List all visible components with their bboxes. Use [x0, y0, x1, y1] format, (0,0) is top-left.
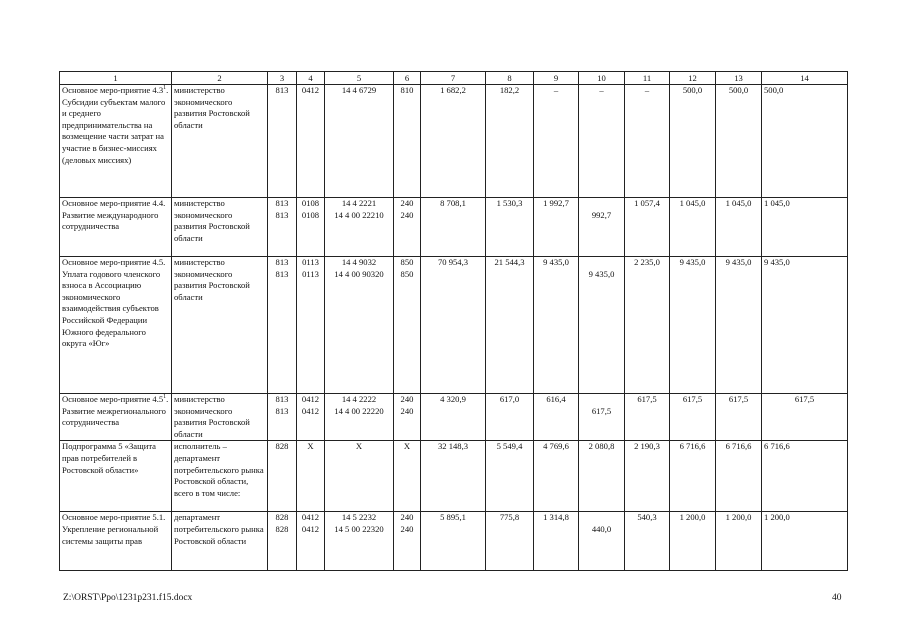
- grbs-value: 813: [275, 394, 289, 404]
- csr-value: 14 4 2221: [341, 198, 377, 208]
- measure-name: Основное меро-приятие 4.5: [62, 394, 164, 404]
- executor-cell: исполнитель – департамент потребительского рынка Ростовской области, всего в том числе:: [172, 441, 268, 512]
- year-cell: 5 549,4: [486, 441, 534, 512]
- executor-cell: министерство экономического развития Ростовской области: [172, 85, 268, 198]
- table-row: [60, 394, 848, 441]
- rzpr-value: Х: [307, 441, 314, 452]
- rzpr-cell: [297, 198, 325, 257]
- vr-cell: [394, 257, 421, 394]
- year-cell: [579, 198, 625, 257]
- year-cell: 9 435,0: [762, 257, 848, 394]
- table-header-row: [60, 72, 848, 85]
- grbs-cell: [268, 394, 297, 441]
- measure-name-cell: [60, 198, 172, 257]
- measure-name-cell: [60, 257, 172, 394]
- measure-name-rest: . Субсидии субъектам малого и среднего предпринимательства на возмещение части затрат на участие в бизнес-миссиях (деловых миссиях): [62, 85, 169, 165]
- rzpr-value: 0108: [301, 198, 320, 208]
- csr-cell: [325, 85, 394, 198]
- vr-value: 810: [400, 85, 414, 95]
- year-cell: 9 435,0: [534, 257, 579, 394]
- grbs-cell: [268, 85, 297, 198]
- year-cell: –: [534, 85, 579, 198]
- grbs-value: 813: [275, 405, 289, 416]
- csr-value: 14 4 9032: [341, 257, 377, 267]
- rzpr-value: 0412: [301, 523, 320, 534]
- grbs-value: 828: [275, 441, 289, 452]
- executor-cell: министерство экономического развития Ростовской области: [172, 257, 268, 394]
- measure-name: Основное меро-приятие 5.1. Укрепление региональной системы защиты прав: [62, 512, 166, 546]
- measure-name-cell: [60, 85, 172, 198]
- header-cell: 13: [716, 72, 762, 85]
- measure-name-cell: [60, 394, 172, 441]
- grbs-value: 828: [275, 523, 289, 534]
- year-cell: 500,0: [762, 85, 848, 198]
- year-cell: 1 057,4: [625, 198, 670, 257]
- subprogram-name: Подпрограмма 5 «Защита прав потребителей в Ростовской области»: [62, 441, 156, 475]
- vr-value: 240: [400, 198, 414, 208]
- year-cell: 540,3: [625, 512, 670, 571]
- header-cell: 7: [421, 72, 486, 85]
- year-cell: 1 045,0: [762, 198, 848, 257]
- header-cell: 1: [60, 72, 172, 85]
- header-cell: 8: [486, 72, 534, 85]
- header-cell: 4: [297, 72, 325, 85]
- year-cell: 2 080,8: [579, 441, 625, 512]
- year-value: 440,0: [591, 523, 612, 534]
- table-row: [60, 512, 848, 571]
- vr-cell: [394, 394, 421, 441]
- year-cell: 617,5: [716, 394, 762, 441]
- header-cell: 11: [625, 72, 670, 85]
- year-cell: [579, 257, 625, 394]
- year-cell: 6 716,6: [762, 441, 848, 512]
- year-cell: 617,5: [625, 394, 670, 441]
- rzpr-cell: [297, 394, 325, 441]
- rzpr-value: 0412: [301, 512, 320, 523]
- table-row: [60, 257, 848, 394]
- measure-name-cell: [60, 441, 172, 512]
- budget-table: [59, 71, 848, 571]
- vr-value: 240: [400, 512, 414, 523]
- document-page: [59, 71, 847, 571]
- grbs-value: 813: [275, 85, 289, 95]
- header-cell: 12: [670, 72, 716, 85]
- document-path: Z:\ORST\Ppo\1231p231.f15.docx: [63, 593, 193, 603]
- year-cell: 1 200,0: [716, 512, 762, 571]
- csr-value: 14 4 00 90320: [334, 268, 384, 279]
- vr-value: 240: [400, 394, 414, 404]
- csr-value: 14 5 00 22320: [334, 523, 384, 534]
- year-value: 992,7: [591, 209, 612, 220]
- executor-cell: департамент потребительского рынка Ростовской области: [172, 512, 268, 571]
- table-row: [60, 441, 848, 512]
- rzpr-value: 0113: [302, 257, 319, 267]
- footnote-mark: 1: [163, 85, 167, 92]
- year-cell: 182,2: [486, 85, 534, 198]
- year-cell: 6 716,6: [670, 441, 716, 512]
- rzpr-cell: [297, 441, 325, 512]
- grbs-cell: [268, 257, 297, 394]
- year-cell: [579, 512, 625, 571]
- year-cell: –: [579, 85, 625, 198]
- vr-cell: [394, 441, 421, 512]
- csr-value: 14 5 2232: [341, 512, 377, 523]
- year-cell: 617,0: [486, 394, 534, 441]
- grbs-cell: [268, 198, 297, 257]
- rzpr-value: 0412: [301, 394, 320, 404]
- grbs-value: 813: [275, 198, 289, 208]
- rzpr-value: 0412: [301, 405, 320, 416]
- header-cell: 2: [172, 72, 268, 85]
- vr-value: 850: [400, 257, 414, 267]
- year-cell: 1 045,0: [670, 198, 716, 257]
- measure-name-rest: . Развитие межрегионального сотрудничества: [62, 394, 169, 428]
- year-cell: 4 769,6: [534, 441, 579, 512]
- csr-value: Х: [355, 441, 363, 452]
- csr-cell: [325, 441, 394, 512]
- grbs-cell: [268, 512, 297, 571]
- year-cell: 1 992,7: [534, 198, 579, 257]
- header-cell: 9: [534, 72, 579, 85]
- header-cell: 14: [762, 72, 848, 85]
- rzpr-cell: [297, 257, 325, 394]
- csr-cell: [325, 257, 394, 394]
- grbs-value: 813: [275, 257, 289, 267]
- vr-value: 850: [400, 268, 414, 279]
- executor-cell: министерство экономического развития Ростовской области: [172, 198, 268, 257]
- grbs-value: 813: [275, 209, 289, 220]
- year-cell: 2 190,3: [625, 441, 670, 512]
- year-cell: [579, 394, 625, 441]
- year-cell: 6 716,6: [716, 441, 762, 512]
- vr-value: 240: [400, 209, 414, 220]
- vr-cell: [394, 198, 421, 257]
- year-cell: 616,4: [534, 394, 579, 441]
- grbs-value: 828: [275, 512, 289, 523]
- year-cell: 1 314,8: [534, 512, 579, 571]
- year-cell: 1 200,0: [670, 512, 716, 571]
- grbs-cell: [268, 441, 297, 512]
- header-cell: 3: [268, 72, 297, 85]
- total-cell: 8 708,1: [421, 198, 486, 257]
- csr-cell: [325, 512, 394, 571]
- year-value: 617,5: [591, 405, 612, 416]
- csr-cell: [325, 394, 394, 441]
- year-cell: 500,0: [670, 85, 716, 198]
- year-cell: 775,8: [486, 512, 534, 571]
- total-cell: 32 148,3: [421, 441, 486, 512]
- year-cell: 500,0: [716, 85, 762, 198]
- rzpr-value: 0113: [302, 268, 319, 279]
- year-cell: 2 235,0: [625, 257, 670, 394]
- year-cell: 617,5: [670, 394, 716, 441]
- header-cell: 5: [325, 72, 394, 85]
- csr-value: 14 4 2222: [341, 394, 377, 404]
- year-cell: –: [625, 85, 670, 198]
- vr-cell: [394, 85, 421, 198]
- year-cell: 9 435,0: [716, 257, 762, 394]
- page-number: 40: [832, 593, 842, 603]
- footnote-mark: 1: [163, 394, 167, 401]
- year-cell: 1 045,0: [716, 198, 762, 257]
- year-cell: 9 435,0: [670, 257, 716, 394]
- csr-value: 14 4 00 22220: [334, 405, 384, 416]
- header-cell: 6: [394, 72, 421, 85]
- executor-cell: министерство экономического развития Ростовской области: [172, 394, 268, 441]
- year-cell: 617,5: [762, 394, 848, 441]
- measure-name: Основное меро-приятие 4.3: [62, 85, 164, 95]
- csr-value: 14 4 00 22210: [334, 209, 384, 220]
- measure-name: Основное меро-приятие 4.5. Уплата годового членского взноса в Ассоциацию экономического взаимодействия субъектов Российской Федерации Южного федерального округа «Юг»: [62, 257, 166, 349]
- table-row: [60, 85, 848, 198]
- year-cell: 1 200,0: [762, 512, 848, 571]
- rzpr-cell: [297, 512, 325, 571]
- vr-value: 240: [400, 405, 414, 416]
- csr-cell: [325, 198, 394, 257]
- table-row: [60, 198, 848, 257]
- csr-value: 14 4 6729: [341, 85, 377, 95]
- grbs-value: 813: [275, 268, 289, 279]
- year-cell: 21 544,3: [486, 257, 534, 394]
- total-cell: 5 895,1: [421, 512, 486, 571]
- total-cell: 4 320,9: [421, 394, 486, 441]
- total-cell: 70 954,3: [421, 257, 486, 394]
- year-value: 9 435,0: [588, 268, 615, 279]
- measure-name-cell: [60, 512, 172, 571]
- rzpr-cell: [297, 85, 325, 198]
- vr-value: Х: [403, 441, 411, 452]
- rzpr-value: 0108: [301, 209, 320, 220]
- rzpr-value: 0412: [301, 85, 320, 95]
- measure-name: Основное меро-приятие 4.4. Развитие международного сотрудничества: [62, 198, 166, 232]
- header-cell: 10: [579, 72, 625, 85]
- vr-value: 240: [400, 523, 414, 534]
- total-cell: 1 682,2: [421, 85, 486, 198]
- vr-cell: [394, 512, 421, 571]
- year-cell: 1 530,3: [486, 198, 534, 257]
